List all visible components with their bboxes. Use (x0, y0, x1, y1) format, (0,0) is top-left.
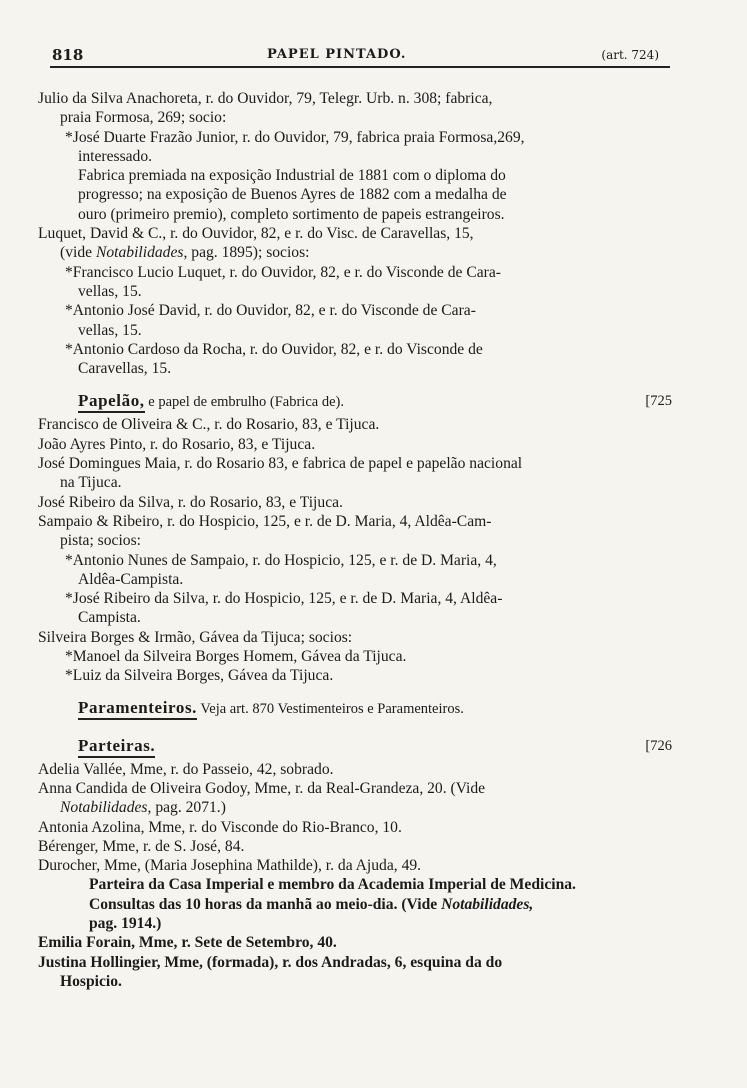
running-title: PAPEL PINTADO. (267, 47, 407, 62)
page-number: 818 (52, 46, 84, 64)
page-body (38, 89, 678, 991)
page-header (52, 46, 659, 66)
section-number: [726 (645, 737, 672, 754)
entry-antonia-azolina: Antonia Azolina, Mme, r. do Visconde do Rio-Branco, 10. (38, 818, 402, 836)
section-title: Paramenteiros. (78, 698, 197, 720)
article-reference: (art. 724) (601, 48, 659, 62)
entry-socio-frazao: *José Duarte Frazão Junior, r. do Ouvidor, 79, fabrica praia Formosa,269, interessado. (65, 128, 525, 165)
entry-jose-maia: José Domingues Maia, r. do Rosario 83, e fabrica de papel e papelão nacional na Tijuca. (38, 455, 523, 492)
entry-emilia-forain: Emilia Forain, Mme, r. Sete de Setembro, 40. (38, 934, 337, 952)
entry-note-exposicao: Fabrica premiada na exposição Industrial de 1881 com o diploma do progresso; na exposição de Buenos Ayres de 1882 com a medalha de ouro (primeiro premio), completo sortimento de papeis estrangeiros. (78, 167, 507, 223)
section-title: Papelão, (78, 391, 145, 413)
entry-socio-ribeiro: *José Ribeiro da Silva, r. do Hospicio, 125, e r. de D. Maria, 4, Aldêa- Campista. (65, 590, 503, 627)
entry-socio-rocha: *Antonio Cardoso da Rocha, r. do Ouvidor, 82, e r. do Visconde de Caravellas, 15. (65, 340, 483, 378)
section-parteiras-heading (38, 736, 678, 760)
entry-socio-luiz: *Luiz da Silveira Borges, Gávea da Tijuca. (65, 667, 334, 685)
entry-anachoreta: Julio da Silva Anachoreta, r. do Ouvidor, 79, Telegr. Urb. n. 308; fabrica, praia Formosa, 269; socio: (38, 90, 493, 127)
entry-francisco-oliveira: Francisco de Oliveira & C., r. do Rosario, 83, e Tijuca. (38, 416, 380, 434)
entry-sampaio-ribeiro: Sampaio & Ribeiro, r. do Hospicio, 125, e r. de D. Maria, 4, Aldêa-Cam- pista; socios: (38, 512, 492, 550)
entry-adelia-vallee: Adelia Vallée, Mme, r. do Passeio, 42, sobrado. (38, 760, 334, 778)
section-number: [725 (645, 393, 672, 410)
entry-justina-hollingier: Justina Hollingier, Mme, (formada), r. dos Andradas, 6, esquina da do Hospicio. (38, 953, 503, 990)
entry-durocher-note: Parteira da Casa Imperial e membro da Academia Imperial de Medicina. Consultas das 10 horas da manhã ao meio-dia. (Vide Notabilidades, pag. 1914.) (89, 876, 576, 932)
entry-silveira-borges: Silveira Borges & Irmão, Gávea da Tijuca; socios: (38, 628, 353, 646)
section-paramenteiros-heading: Paramenteiros. Veja art. 870 Vestimenteiros e Paramenteiros. (38, 698, 678, 722)
section-papelao-heading: Papelão, e papel de embrulho (Fabrica de). [725 (38, 391, 678, 415)
entry-luquet-david: Luquet, David & C., r. do Ouvidor, 82, e r. do Visc. de Caravellas, 15, (vide Notabilidades, pag. 1895); socios: (38, 225, 474, 262)
entry-socio-manoel: *Manoel da Silveira Borges Homem, Gávea da Tijuca. (65, 648, 407, 666)
entry-socio-sampaio: *Antonio Nunes de Sampaio, r. do Hospicio, 125, e r. de D. Maria, 4, Aldêa-Campista. (65, 551, 497, 588)
entry-jose-ribeiro: José Ribeiro da Silva, r. do Rosario, 83, e Tijuca. (38, 493, 343, 511)
entry-joao-ayres: João Ayres Pinto, r. do Rosario, 83, e Tijuca. (38, 435, 316, 453)
header-rule (50, 66, 670, 68)
entry-berenger: Bérenger, Mme, r. de S. José, 84. (38, 837, 245, 855)
section-title: Parteiras. (78, 736, 155, 758)
entry-socio-luquet: *Francisco Lucio Luquet, r. do Ouvidor, 82, e r. do Visconde de Cara- vellas, 15. (65, 263, 501, 300)
entry-socio-david: *Antonio José David, r. do Ouvidor, 82, e r. do Visconde de Cara- vellas, 15. (65, 302, 476, 339)
entry-durocher: Durocher, Mme, (Maria Josephina Mathilde), r. da Ajuda, 49. (38, 857, 422, 875)
entry-anna-candida: Anna Candida de Oliveira Godoy, Mme, r. da Real-Grandeza, 20. (Vide Notabilidades, pag. 2071.) (38, 779, 486, 817)
